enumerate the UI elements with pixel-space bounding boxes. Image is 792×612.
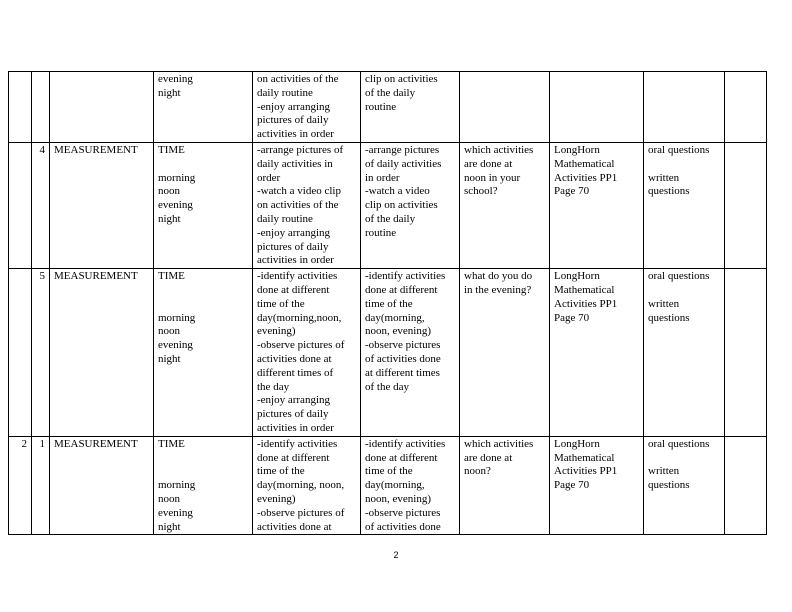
page-number: 2 <box>393 550 399 560</box>
strand-cell <box>50 72 154 143</box>
learning-outcomes-cell-line: -enjoy arranging <box>257 100 330 113</box>
assessment-cell <box>644 269 725 437</box>
table-row <box>9 436 767 535</box>
inquiry-question-cell-line: noon in your <box>464 171 521 184</box>
strand-cell-line: MEASUREMENT <box>54 437 138 450</box>
learning-experiences-cell-line: -watch a video <box>365 185 430 198</box>
learning-outcomes-cell <box>253 436 361 535</box>
learning-outcomes-cell-line: evening) <box>257 492 296 505</box>
sub-strand-cell-line: morning <box>158 171 196 184</box>
assessment-cell-line: written <box>648 297 680 310</box>
scheme-of-work-table <box>8 71 767 535</box>
learning-experiences-cell-line: clip on activities <box>365 199 438 212</box>
assessment-cell-line: questions <box>648 311 690 324</box>
learning-experiences-cell-line: noon, evening) <box>365 492 431 505</box>
sub-strand-cell-line: morning <box>158 479 196 492</box>
strand-cell <box>50 142 154 268</box>
learning-outcomes-cell-line: evening) <box>257 325 296 338</box>
lesson-cell-line: 1 <box>39 437 45 450</box>
table-row <box>9 269 767 437</box>
learning-outcomes-cell-line: the day <box>257 380 290 393</box>
learning-outcomes-cell-line: on activities of the <box>257 199 339 212</box>
resources-cell-line: Page 70 <box>554 311 590 324</box>
learning-experiences-cell-line: noon, evening) <box>365 325 431 338</box>
remarks-cell <box>725 436 767 535</box>
learning-experiences-cell-line: of activities done <box>365 520 441 533</box>
inquiry-question-cell-line: what do you do <box>464 270 533 283</box>
inquiry-question-cell <box>460 436 550 535</box>
lesson-cell <box>32 72 50 143</box>
learning-experiences-cell <box>361 72 460 143</box>
sub-strand-cell-line: evening <box>158 339 193 352</box>
learning-experiences-cell-line: -observe pictures <box>365 506 441 519</box>
learning-outcomes-cell <box>253 269 361 437</box>
sub-strand-cell-line: TIME <box>158 270 185 283</box>
learning-experiences-cell-line: -arrange pictures <box>365 143 440 156</box>
inquiry-question-cell-line: school? <box>464 185 498 198</box>
learning-outcomes-cell-line: daily routine <box>257 86 313 99</box>
week-cell <box>9 72 32 143</box>
learning-experiences-cell-line: clip on activities <box>365 73 438 85</box>
resources-cell <box>550 142 644 268</box>
lesson-cell-line: 5 <box>39 270 45 283</box>
resources-cell-line: Activities PP1 <box>554 297 618 310</box>
learning-experiences-cell-line: day(morning, <box>365 479 425 492</box>
learning-outcomes-cell-line: done at different <box>257 283 330 296</box>
assessment-cell-line: questions <box>648 479 690 492</box>
sub-strand-cell-line: noon <box>158 185 180 198</box>
table-row <box>9 72 767 143</box>
sub-strand-cell <box>154 269 253 437</box>
inquiry-question-cell-line: noon? <box>464 465 491 478</box>
learning-experiences-cell-line: day(morning, <box>365 311 425 324</box>
learning-experiences-cell-line: -observe pictures <box>365 339 441 352</box>
week-cell-line: 2 <box>21 437 27 450</box>
learning-outcomes-cell-line: daily activities in <box>257 157 333 170</box>
resources-cell-line: Mathematical <box>554 157 615 170</box>
table-row <box>9 142 767 268</box>
inquiry-question-cell-line: in the evening? <box>464 283 532 296</box>
sub-strand-cell-line: evening <box>158 73 193 85</box>
learning-experiences-cell-line: done at different <box>365 283 438 296</box>
learning-experiences-cell-line: of activities done <box>365 352 441 365</box>
learning-experiences-cell-line: of daily activities <box>365 157 442 170</box>
assessment-cell-line: written <box>648 465 680 478</box>
learning-outcomes-cell-line: -observe pictures of <box>257 339 345 352</box>
learning-outcomes-cell-line: activities in order <box>257 254 334 267</box>
learning-outcomes-cell-line: pictures of daily <box>257 240 329 253</box>
inquiry-question-cell <box>460 142 550 268</box>
learning-outcomes-cell <box>253 142 361 268</box>
resources-cell-line: Activities PP1 <box>554 465 618 478</box>
learning-experiences-cell <box>361 436 460 535</box>
sub-strand-cell-line: night <box>158 520 181 533</box>
sub-strand-cell-line: evening <box>158 199 193 212</box>
sub-strand-cell-line: night <box>158 212 181 225</box>
resources-cell-line: Mathematical <box>554 283 615 296</box>
learning-experiences-cell <box>361 269 460 437</box>
inquiry-question-cell-line: which activities <box>464 143 534 156</box>
learning-outcomes-cell-line: activities done at <box>257 352 332 365</box>
week-cell <box>9 269 32 437</box>
learning-outcomes-cell-line: -identify activities <box>257 270 338 283</box>
resources-cell <box>550 72 644 143</box>
learning-experiences-cell-line: time of the <box>365 297 413 310</box>
learning-outcomes-cell-line: activities in order <box>257 128 334 141</box>
sub-strand-cell-line: night <box>158 86 181 99</box>
sub-strand-cell <box>154 436 253 535</box>
remarks-cell <box>725 269 767 437</box>
remarks-cell <box>725 72 767 143</box>
strand-cell <box>50 436 154 535</box>
learning-outcomes-cell-line: day(morning,noon, <box>257 311 342 324</box>
assessment-cell-line: oral questions <box>648 270 710 283</box>
learning-experiences-cell-line: time of the <box>365 465 413 478</box>
resources-cell <box>550 436 644 535</box>
resources-cell-line: Mathematical <box>554 451 615 464</box>
resources-cell <box>550 269 644 437</box>
strand-cell-line: MEASUREMENT <box>54 270 138 283</box>
inquiry-question-cell-line: are done at <box>464 157 513 170</box>
assessment-cell-line: written <box>648 171 680 184</box>
week-cell <box>9 436 32 535</box>
learning-experiences-cell-line: routine <box>365 226 397 239</box>
assessment-cell-line: oral questions <box>648 143 710 156</box>
sub-strand-cell <box>154 142 253 268</box>
strand-cell <box>50 269 154 437</box>
learning-experiences-cell-line: of the daily <box>365 86 416 99</box>
strand-cell-line: MEASUREMENT <box>54 143 138 156</box>
learning-outcomes-cell-line: different times of <box>257 366 334 379</box>
week-cell <box>9 142 32 268</box>
resources-cell-line: LongHorn <box>554 437 600 450</box>
assessment-cell-line: questions <box>648 185 690 198</box>
learning-outcomes-cell-line: -identify activities <box>257 437 338 450</box>
learning-experiences-cell-line: at different times <box>365 366 440 379</box>
learning-outcomes-cell-line: -enjoy arranging <box>257 226 330 239</box>
sub-strand-cell-line: morning <box>158 311 196 324</box>
learning-outcomes-cell-line: -enjoy arranging <box>257 394 330 407</box>
lesson-cell-line: 4 <box>39 143 45 156</box>
learning-experiences-cell-line: of the day <box>365 380 409 393</box>
resources-cell-line: Page 70 <box>554 479 590 492</box>
learning-outcomes-cell <box>253 72 361 143</box>
learning-outcomes-cell-line: on activities of the <box>257 73 339 85</box>
lesson-cell <box>32 269 50 437</box>
assessment-cell <box>644 436 725 535</box>
learning-outcomes-cell-line: order <box>257 171 281 184</box>
learning-outcomes-cell-line: time of the <box>257 465 305 478</box>
learning-experiences-cell-line: routine <box>365 100 397 113</box>
learning-outcomes-cell-line: -observe pictures of <box>257 506 345 519</box>
learning-outcomes-cell-line: pictures of daily <box>257 114 329 127</box>
sub-strand-cell-line: noon <box>158 325 180 338</box>
sub-strand-cell-line: noon <box>158 492 180 505</box>
sub-strand-cell-line: night <box>158 352 181 365</box>
learning-experiences-cell-line: of the daily <box>365 212 416 225</box>
assessment-cell <box>644 72 725 143</box>
learning-outcomes-cell-line: activities done at <box>257 520 332 533</box>
remarks-cell <box>725 142 767 268</box>
learning-outcomes-cell-line: day(morning, noon, <box>257 479 345 492</box>
sub-strand-cell <box>154 72 253 143</box>
sub-strand-cell-line: TIME <box>158 143 185 156</box>
sub-strand-cell-line: TIME <box>158 437 185 450</box>
lesson-cell <box>32 436 50 535</box>
resources-cell-line: Page 70 <box>554 185 590 198</box>
inquiry-question-cell-line: are done at <box>464 451 513 464</box>
resources-cell-line: LongHorn <box>554 270 600 283</box>
learning-experiences-cell-line: done at different <box>365 451 438 464</box>
learning-outcomes-cell-line: -arrange pictures of <box>257 143 344 156</box>
learning-experiences-cell-line: -identify activities <box>365 270 446 283</box>
learning-outcomes-cell-line: time of the <box>257 297 305 310</box>
inquiry-question-cell-line: which activities <box>464 437 534 450</box>
resources-cell-line: LongHorn <box>554 143 600 156</box>
inquiry-question-cell <box>460 72 550 143</box>
sub-strand-cell-line: evening <box>158 506 193 519</box>
resources-cell-line: Activities PP1 <box>554 171 618 184</box>
assessment-cell <box>644 142 725 268</box>
assessment-cell-line: oral questions <box>648 437 710 450</box>
learning-experiences-cell <box>361 142 460 268</box>
learning-experiences-cell-line: in order <box>365 171 400 184</box>
learning-outcomes-cell-line: daily routine <box>257 212 313 225</box>
learning-outcomes-cell-line: -watch a video clip <box>257 185 341 198</box>
lesson-cell <box>32 142 50 268</box>
learning-experiences-cell-line: -identify activities <box>365 437 446 450</box>
inquiry-question-cell <box>460 269 550 437</box>
learning-outcomes-cell-line: done at different <box>257 451 330 464</box>
learning-outcomes-cell-line: activities in order <box>257 421 334 434</box>
learning-outcomes-cell-line: pictures of daily <box>257 408 329 421</box>
